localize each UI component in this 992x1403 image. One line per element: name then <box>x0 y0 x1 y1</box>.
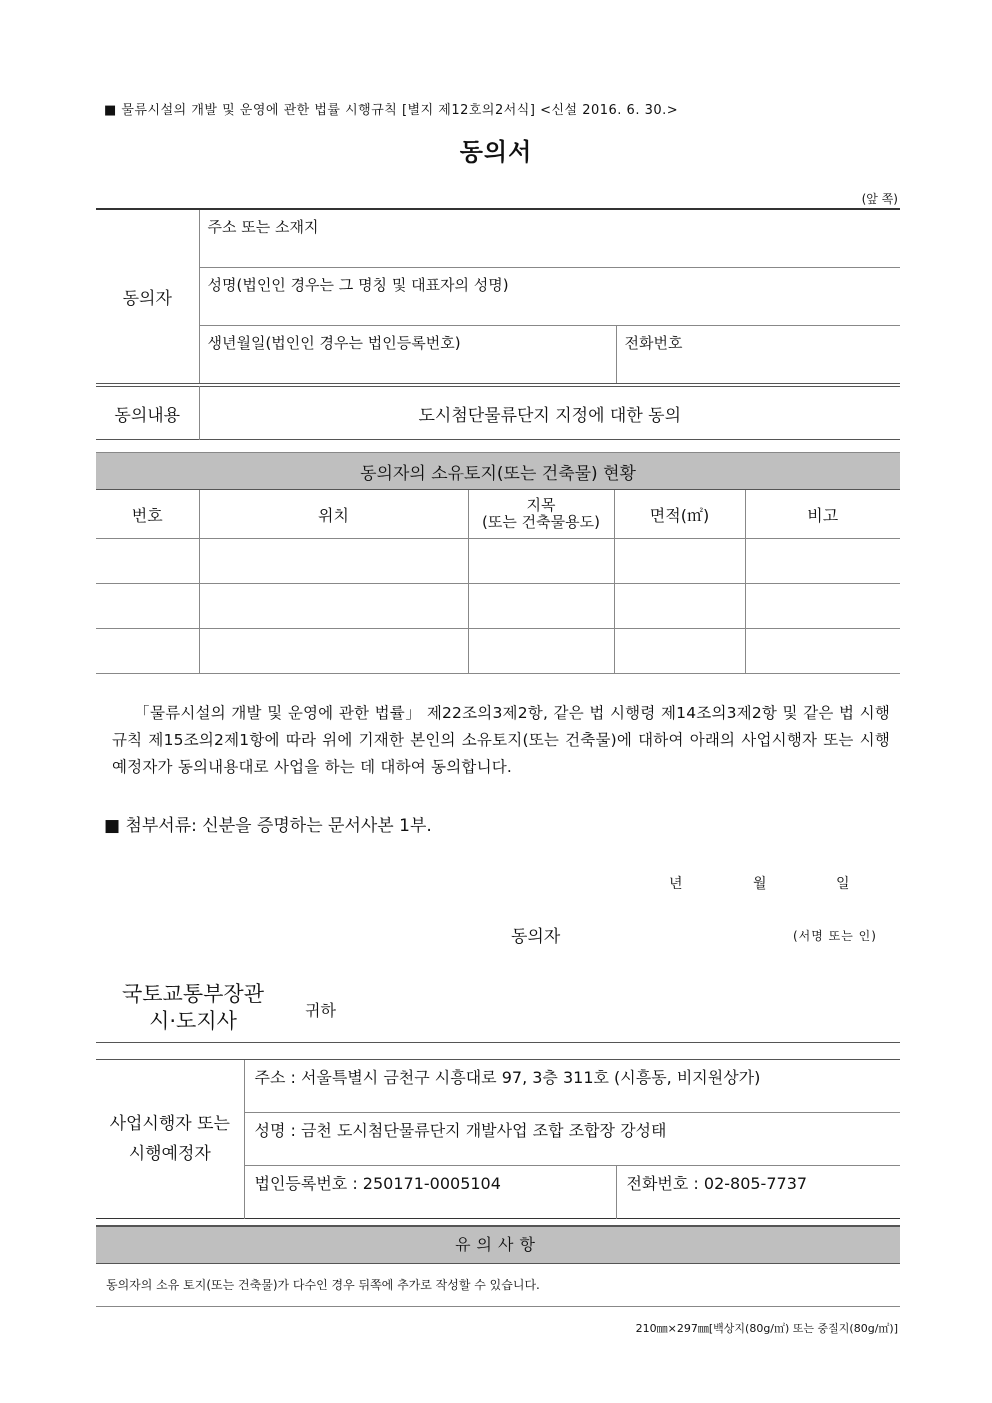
table-row <box>96 584 900 629</box>
phone-field[interactable] <box>616 326 900 384</box>
operator-phone: 전화번호 : 02-805-7737 <box>616 1166 900 1219</box>
consent-content-table <box>96 386 900 440</box>
column-header-land-category <box>468 490 614 539</box>
table-row <box>96 629 900 674</box>
notes-text: 동의자의 소유 토지(또는 건축물)가 다수인 경우 뒤쪽에 추가로 작성할 수 있습니다. <box>106 1278 540 1292</box>
table-cell[interactable] <box>614 539 745 584</box>
date-year: 년 <box>669 876 683 892</box>
divider <box>96 1306 900 1307</box>
law-reference: ■ 물류시설의 개발 및 운영에 관한 법률 시행규칙 [별지 제12호의2서식] <신설 2016. 6. 30.> <box>104 103 679 118</box>
operator-corp-number: 법인등록번호 : 250171-0005104 <box>254 1174 501 1193</box>
name-field[interactable] <box>199 268 900 326</box>
address-label: 주소 또는 소재지 <box>207 218 319 236</box>
operator-table <box>96 1042 900 1219</box>
date-day: 일 <box>836 876 850 892</box>
attachment-note: ■ 첨부서류: 신분을 증명하는 문서사본 1부. <box>104 816 432 836</box>
address-field[interactable] <box>199 209 900 268</box>
operator-label <box>96 1060 244 1219</box>
birth-field[interactable] <box>199 326 616 384</box>
operator-address: 주소 : 서울특별시 금천구 시흥대로 97, 3층 311호 (시흥동, 비지원상가) <box>244 1060 900 1113</box>
addressee-suffix: 귀하 <box>305 1001 336 1020</box>
page-title: 동의서 <box>459 138 533 166</box>
consenter-table <box>96 208 900 384</box>
column-header-remarks: 비고 <box>745 490 900 539</box>
table-cell[interactable] <box>199 539 468 584</box>
table-row <box>96 539 900 584</box>
operator-label-line2: 시행예정자 <box>128 1144 211 1164</box>
table-cell[interactable] <box>96 539 199 584</box>
land-category-label: 지목 <box>526 496 556 514</box>
signature-label: 동의자 <box>511 927 561 947</box>
addressee-line1: 국토교통부장관 <box>121 982 264 1006</box>
table-cell[interactable] <box>614 584 745 629</box>
table-cell[interactable] <box>96 584 199 629</box>
table-cell[interactable] <box>96 629 199 674</box>
signature-hint: (서명 또는 인) <box>793 929 877 943</box>
table-cell[interactable] <box>199 584 468 629</box>
birth-label: 생년월일(법인인 경우는 법인등록번호) <box>207 334 461 352</box>
consent-content-label: 동의내용 <box>96 387 199 440</box>
table-cell[interactable] <box>468 584 614 629</box>
addressee <box>118 981 268 1035</box>
paper-spec: 210㎜×297㎜[백상지(80g/㎡) 또는 중질지(80g/㎡)] <box>635 1322 898 1335</box>
consent-content-value: 도시첨단물류단지 지정에 대한 동의 <box>418 405 682 426</box>
land-table-title: 동의자의 소유토지(또는 건축물) 현황 <box>96 453 900 490</box>
table-cell[interactable] <box>745 539 900 584</box>
table-cell[interactable] <box>614 629 745 674</box>
table-cell[interactable] <box>468 629 614 674</box>
column-header-area: 면적(㎡) <box>614 490 745 539</box>
column-header-location: 위치 <box>199 490 468 539</box>
addressee-line2: 시·도지사 <box>149 1009 237 1033</box>
name-label: 성명(법인인 경우는 그 명칭 및 대표자의 성명) <box>207 276 509 294</box>
table-cell[interactable] <box>468 539 614 584</box>
consenter-section-label: 동의자 <box>96 209 199 384</box>
column-header-number: 번호 <box>96 490 199 539</box>
operator-table-top-gap <box>96 1043 900 1060</box>
operator-label-line1: 사업시행자 또는 <box>109 1114 230 1134</box>
table-cell[interactable] <box>745 629 900 674</box>
table-cell[interactable] <box>199 629 468 674</box>
date-month: 월 <box>753 876 767 892</box>
land-table <box>96 452 900 674</box>
page-side-label: (앞 쪽) <box>861 192 898 206</box>
building-use-label: (또는 건축물용도) <box>482 513 600 531</box>
consent-statement: 「물류시설의 개발 및 운영에 관한 법률」 제22조의3제2항, 같은 법 시행령 제14조의3제2항 및 같은 법 시행규칙 제15조의2제1항에 따라 위에 기재한 본인의 소유토지(또는 건축물)에 대하여 아래의 사업시행자 또는 시행예정자가 동의내용대로 사업을 하는 데 대하여 동의합니다. <box>112 704 890 776</box>
operator-name: 성명 : 금천 도시첨단물류단지 개발사업 조합 조합장 강성태 <box>244 1113 900 1166</box>
notes-title: 유의사항 <box>96 1225 900 1264</box>
phone-label: 전화번호 <box>624 334 683 352</box>
table-cell[interactable] <box>745 584 900 629</box>
